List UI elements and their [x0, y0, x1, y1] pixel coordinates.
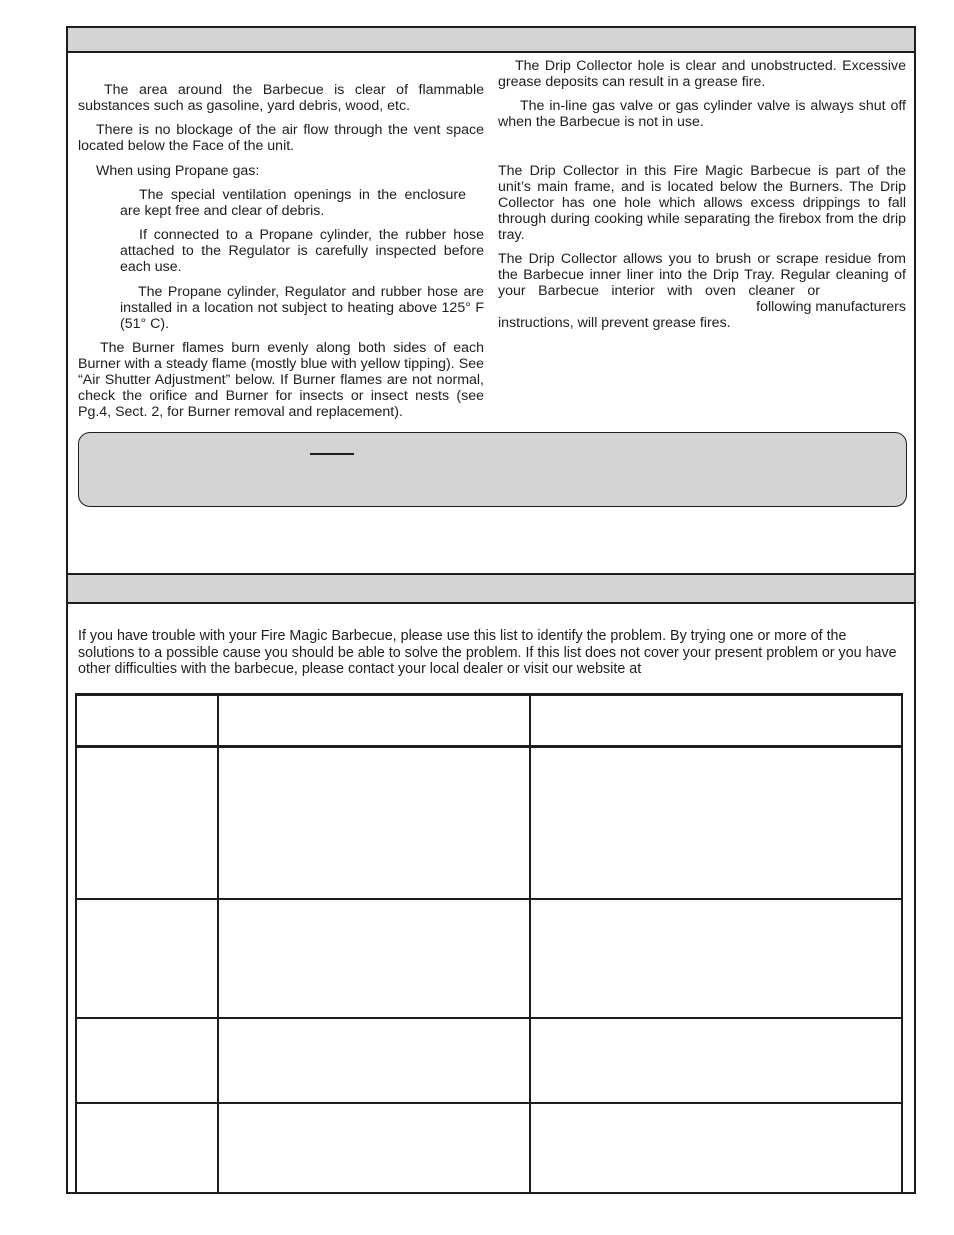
table-row	[76, 747, 902, 899]
table-cell	[218, 747, 530, 899]
table-row	[76, 1103, 902, 1194]
safety-item-ventilation: The special ventilation openings in the enclosure are kept free and clear of debris.	[120, 187, 466, 219]
table-header-row	[76, 695, 902, 747]
safety-item-burner-flames: The Burner flames burn evenly along both sides of each Burner with a steady flame (mostly blue with yellow tipping). See “Air Shutter Adjustment” below. If Burner flames are not normal, check the orifice and Burner for insects or insect nests (see Pg.4, Sect. 2, for Burner removal and replacement).	[78, 340, 484, 420]
safety-item-flammables: The area around the Barbecue is clear of flammable substances such as gasoline, yard debris, wood, etc.	[78, 82, 484, 114]
safety-item-airflow: There is no blockage of the air flow through the vent space located below the Face of the unit.	[78, 122, 484, 154]
table-cell	[218, 1018, 530, 1103]
header-problem	[76, 695, 218, 747]
table-cell	[76, 1103, 218, 1194]
cleaning-line-1: The Drip Collector allows you to brush or scrape residue from	[498, 251, 906, 267]
table-cell	[530, 899, 902, 1018]
troubleshooting-table	[75, 693, 903, 1194]
table-cell	[530, 747, 902, 899]
safety-item-propane-heading: When using Propane gas:	[96, 163, 260, 179]
safety-item-drip-hole: The Drip Collector hole is clear and unobstructed. Excessive grease deposits can result in a grease fire.	[498, 58, 906, 90]
safety-item-gas-valve: The in-line gas valve or gas cylinder valve is always shut off when the Barbecue is not in use.	[498, 98, 906, 130]
table-row	[76, 1018, 902, 1103]
cleaning-line-5: instructions, will prevent grease fires.	[498, 315, 731, 331]
table-cell	[76, 747, 218, 899]
table-cell	[218, 899, 530, 1018]
section-header-troubleshooting	[66, 573, 916, 604]
cleaning-line-2: the Barbecue inner liner into the Drip Tray. Regular cleaning of	[498, 267, 906, 283]
table-row	[76, 899, 902, 1018]
table-cell	[530, 1018, 902, 1103]
table-cell	[76, 899, 218, 1018]
notice-underline	[310, 453, 354, 455]
section-header-safety	[66, 26, 916, 53]
notice-box	[78, 432, 907, 507]
header-solution	[530, 695, 902, 747]
cleaning-line-4: following manufacturers	[756, 299, 906, 315]
cleaning-line-3: your Barbecue interior with oven cleaner or	[498, 283, 820, 299]
safety-item-cylinder: The Propane cylinder, Regulator and rubber hose are installed in a location not subject to heating above 125° F (51° C).	[120, 284, 484, 332]
drip-collector-description: The Drip Collector in this Fire Magic Barbecue is part of the unit’s main frame, and is located below the Burners. The Drip Collector has one hole which allows excess drippings to fall through during cooking while separating the firebox from the drip tray.	[498, 163, 906, 243]
table-cell	[218, 1103, 530, 1194]
header-possible-cause	[218, 695, 530, 747]
table-cell	[530, 1103, 902, 1194]
safety-item-hose: If connected to a Propane cylinder, the rubber hose attached to the Regulator is carefully inspected before each use.	[120, 227, 484, 275]
table-cell	[76, 1018, 218, 1103]
drip-collector-cleaning	[498, 251, 906, 331]
troubleshooting-intro: If you have trouble with your Fire Magic Barbecue, please use this list to identify the problem. By trying one or more of the solutions to a possible cause you should be able to solve the problem. If this list does not cover your present problem or you have other difficulties with the barbecue, please contact your local dealer or visit our website at	[78, 628, 897, 677]
